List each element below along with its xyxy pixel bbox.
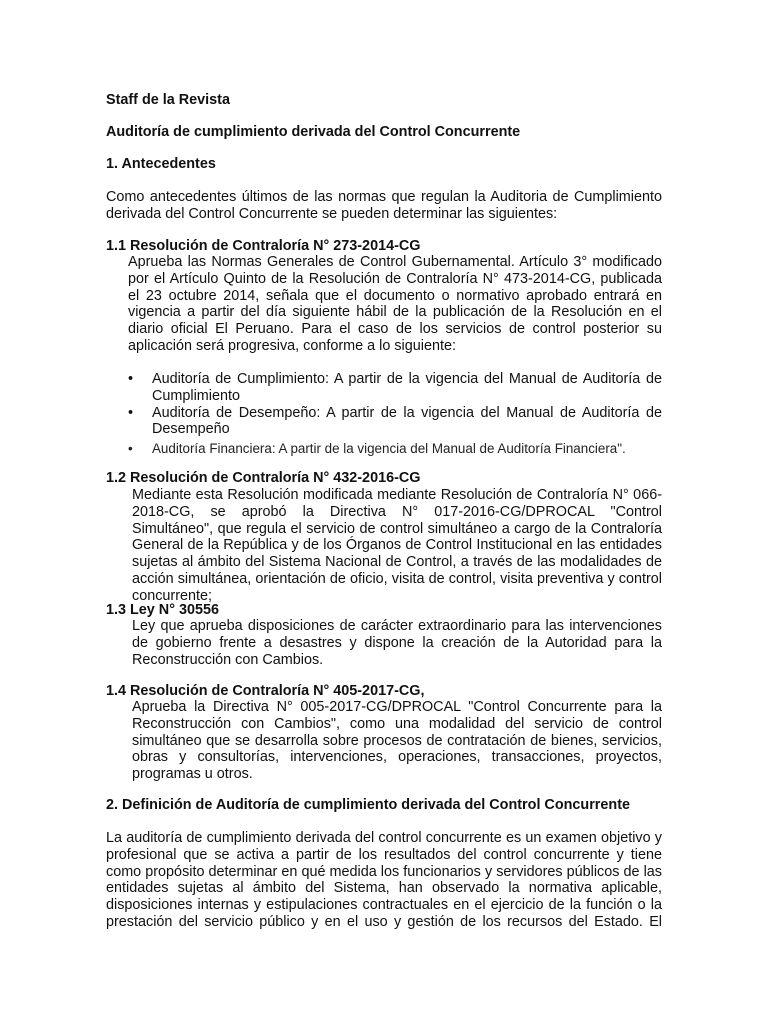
section-1-1-heading: 1.1 Resolución de Contraloría N° 273-2014-CG: [106, 238, 421, 254]
staff-heading: Staff de la Revista: [106, 92, 230, 108]
bullet-icon: •: [128, 371, 134, 387]
bullet-icon: •: [128, 404, 134, 421]
section-1-2-heading: 1.2 Resolución de Contraloría N° 432-2016-CG: [106, 470, 421, 486]
section-1-4-heading: 1.4 Resolución de Contraloría N° 405-2017-CG,: [106, 683, 425, 699]
section-1-1-body: Aprueba las Normas Generales de Control Gubernamental. Artículo 3° modificado por el Artículo Quinto de la Resolución de Contraloría N° 473-2014-CG, publicada el 23 octubre 2014, señala que el documento o normativo aprobado entrará en vigencia a partir del día siguiente hábil de la publicación de la Resolución en el diario oficial El Peruano. Para el caso de los servicios de control posterior su aplicación será progresiva, conforme a lo siguiente:: [128, 254, 662, 354]
list-item: [128, 405, 662, 439]
section-1-2-body: Mediante esta Resolución modificada mediante Resolución de Contraloría N° 066-2018-CG, se aprobó la Directiva N° 017-2016-CG/DPROCAL "Control Simultáneo", que regula el servicio de control simultáneo a cargo de la Contraloría General de la República y de los Órganos de Control Institucional en las entidades sujetas al ámbito del Sistema Nacional de Control, a través de las modalidades de acción simultánea, orientación de oficio, visita de control, visita preventiva y control concurrente;: [132, 487, 662, 604]
section-1-4-body: Aprueba la Directiva N° 005-2017-CG/DPROCAL "Control Concurrente para la Reconstrucción con Cambios", como una modalidad del servicio de control simultáneo que se desarrolla sobre procesos de contratación de bienes, servicios, obras y consultorías, intervenciones, operaciones, transacciones, proyectos, programas u otros.: [132, 699, 662, 783]
list-item: [128, 371, 662, 405]
section-2-heading: 2. Definición de Auditoría de cumplimiento derivada del Control Concurrente: [106, 797, 630, 813]
section-1-3-heading: 1.3 Ley N° 30556: [106, 602, 219, 618]
list-item-text: Auditoría de Desempeño: A partir de la vigencia del Manual de Auditoría de Desempeño: [152, 404, 662, 438]
section-1-intro: Como antecedentes últimos de las normas que regulan la Auditoria de Cumplimiento derivada del Control Concurrente se pueden determinar las siguientes:: [106, 189, 662, 222]
section-1-3-body: Ley que aprueba disposiciones de carácter extraordinario para las intervenciones de gobierno frente a desastres y dispone la creación de la Autoridad para la Reconstrucción con Cambios.: [132, 618, 662, 668]
list-item-text: Auditoría de Cumplimiento: A partir de la vigencia del Manual de Auditoría de Cumplimiento: [152, 371, 662, 404]
bullet-list: [128, 371, 662, 458]
section-2-body: La auditoría de cumplimiento derivada del control concurrente es un examen objetivo y profesional que se activa a partir de los resultados del control concurrente y tiene como propósito determinar en qué medida los funcionarios y servidores públicos de las entidades sujetas al ámbito del Sistema, han observado la normativa aplicable, disposiciones internas y estipulaciones contractuales en el ejercicio de la función o la prestación del servicio público y en el uso y gestión de los recursos del Estado. El: [106, 830, 662, 930]
document-title: Auditoría de cumplimiento derivada del Control Concurrente: [106, 124, 521, 140]
list-item-text: Auditoría Financiera: A partir de la vigencia del Manual de Auditoría Financiera".: [152, 441, 626, 457]
bullet-icon: •: [128, 441, 133, 457]
list-item: [128, 441, 662, 458]
section-1-heading: 1. Antecedentes: [106, 156, 216, 172]
